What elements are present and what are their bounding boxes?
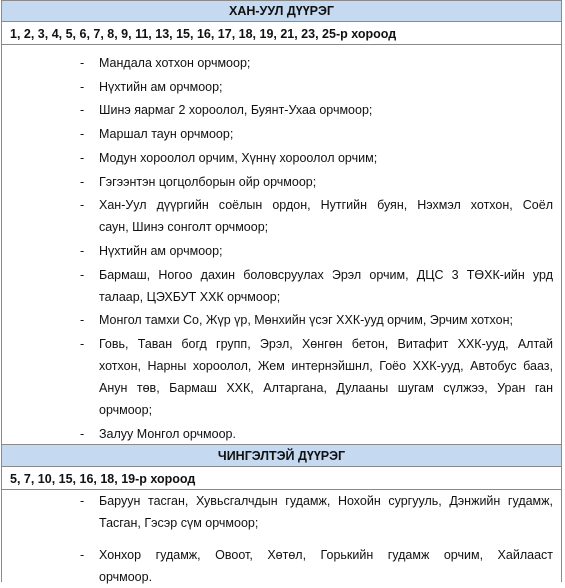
list-item-text bbox=[99, 333, 553, 421]
row-divider bbox=[2, 44, 561, 45]
list-item-line: Бармаш, Ногоо дахин боловсруулах Эрэл орчим, ДЦС 3 ТӨХК-ийн урд bbox=[99, 267, 553, 282]
list-item-line: Хонхор гудамж, Овоот, Хөтөл, Горькийн гудамж орчим, Хайлааст bbox=[99, 548, 553, 562]
list-item-line: Монгол тамхи Со, Жүр үр, Мөнхийн үсэг ХХК-ууд орчим, Эрчим хотхон; bbox=[99, 313, 513, 328]
list-item-text bbox=[99, 147, 553, 169]
list-item-line: Хан-Уул дүүргийн соёлын ордон, Нутгийн буян, Нэхмэл хотхон, Соёл bbox=[99, 198, 553, 213]
bullet-dash: - bbox=[80, 337, 85, 351]
list-item-text bbox=[99, 171, 553, 193]
list-item-line: Шинэ яармаг 2 хороолол, Буянт-Ухаа орчмоор; bbox=[99, 103, 373, 118]
bullet-dash: - bbox=[80, 243, 85, 258]
list-item-line: Нүхтийн ам орчмоор; bbox=[99, 243, 223, 258]
bullet-dash: - bbox=[80, 548, 85, 562]
list-item-line: талаар, ЦЭХБУТ ХХК орчмоор; bbox=[99, 289, 281, 304]
list-item-text bbox=[99, 544, 553, 588]
bullet-dash: - bbox=[80, 103, 85, 118]
list-item-line: Маршал таун орчмоор; bbox=[99, 127, 234, 142]
list-item-line: хотхон, Нарны хороолол, Жем интернэйшнл, Гоёо ХХК-ууд, Автобус бааз, bbox=[99, 359, 553, 373]
list-item-line: орчмоор. bbox=[99, 570, 153, 584]
list-item-text bbox=[99, 490, 553, 534]
list-item-text bbox=[99, 76, 553, 98]
list-item-line: Гэгээнтэн цогцолборын ойр орчмоор; bbox=[99, 174, 317, 189]
list-item-text bbox=[99, 123, 553, 145]
bullet-dash: - bbox=[80, 79, 85, 94]
list-item-text bbox=[99, 52, 553, 74]
district-header-chingeltei: ЧИНГЭЛТЭЙ ДҮҮРЭГ bbox=[2, 444, 561, 467]
bullet-dash: - bbox=[80, 174, 85, 189]
bullet-dash: - bbox=[80, 267, 85, 282]
district-header-khan-uul: ХАН-УУЛ ДҮҮРЭГ bbox=[2, 0, 561, 22]
list-item-text bbox=[99, 264, 553, 308]
list-item-text bbox=[99, 240, 553, 262]
list-item-text bbox=[99, 194, 553, 238]
list-item-line: Тасган, Гэсэр сүм орчмоор; bbox=[99, 516, 259, 530]
bullet-dash: - bbox=[80, 56, 85, 70]
list-item-line: Баруун тасган, Хувьсгалчдын гудамж, Нохойн сургууль, Дэнжийн гудамж, bbox=[99, 494, 553, 508]
list-item-line: Модун хороолол орчим, Хүннү хороолол орчим; bbox=[99, 150, 378, 165]
list-item-line: орчмоор; bbox=[99, 403, 153, 417]
list-item-line: саун, Шинэ сонголт орчмоор; bbox=[99, 220, 269, 235]
list-item-line: Залуу Монгол орчмоор. bbox=[99, 426, 236, 441]
list-item-line: Мандала хотхон орчмоор; bbox=[99, 56, 251, 70]
bullet-dash: - bbox=[80, 313, 85, 328]
khoroo-list-chingeltei: 5, 7, 10, 15, 16, 18, 19-р хороод bbox=[10, 472, 196, 486]
bullet-dash: - bbox=[80, 198, 85, 213]
khoroo-list-khan-uul: 1, 2, 3, 4, 5, 6, 7, 8, 9, 11, 13, 15, 16, 17, 18, 19, 21, 23, 25-р хороод bbox=[10, 27, 397, 41]
list-item-line: Анун төв, Бармаш ХХК, Алтаргана, Дулааны шугам сүлжээ, Уран ган bbox=[99, 381, 553, 395]
list-item-text bbox=[99, 423, 553, 445]
bullet-dash: - bbox=[80, 426, 85, 441]
zones-table bbox=[1, 0, 562, 582]
bullet-dash: - bbox=[80, 494, 85, 508]
list-item-text bbox=[99, 99, 553, 121]
bullet-dash: - bbox=[80, 150, 85, 165]
list-item-text bbox=[99, 309, 553, 331]
bullet-dash: - bbox=[80, 127, 85, 142]
list-item-line: Нүхтийн ам орчмоор; bbox=[99, 79, 223, 94]
list-item-line: Говь, Таван богд групп, Эрэл, Хөнгөн бетон, Витафит ХХК-ууд, Алтай bbox=[99, 337, 553, 351]
